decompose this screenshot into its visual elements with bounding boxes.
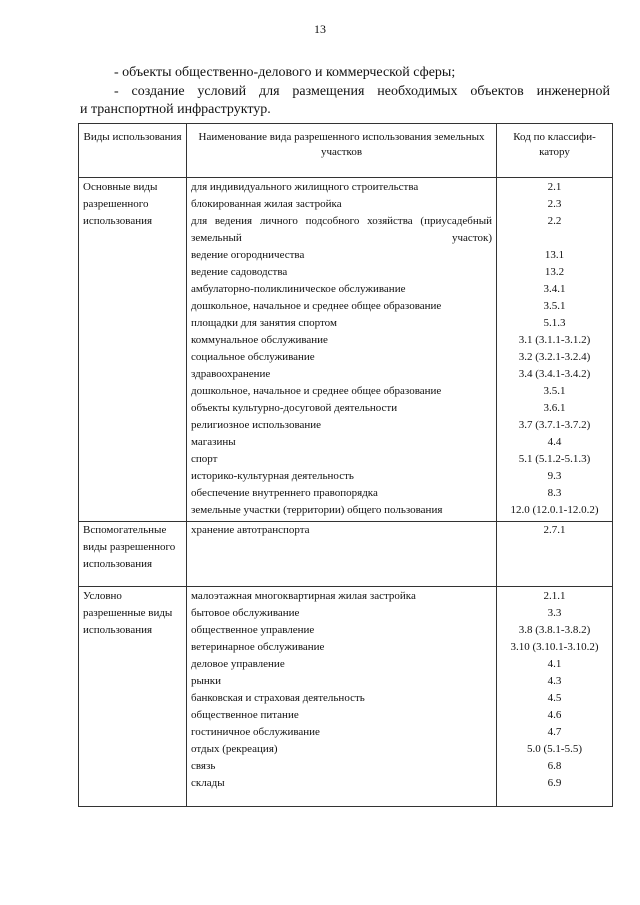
use-name: связь xyxy=(191,760,216,772)
use-code: 3.8 (3.8.1-3.8.2) xyxy=(518,624,591,636)
use-name: религиозное использование xyxy=(191,419,322,431)
use-name: ветеринарное обслуживание xyxy=(191,641,325,653)
use-code: 8.3 xyxy=(547,487,562,499)
use-code: 4.7 xyxy=(547,726,562,738)
use-name: ведение садоводства xyxy=(191,266,288,278)
use-code: 3.3 xyxy=(547,607,562,619)
use-name: склады xyxy=(191,777,225,789)
use-code: 2.7.1 xyxy=(543,524,566,536)
use-name: социальное обслуживание xyxy=(191,351,315,363)
use-name: амбулаторно-поликлиническое обслуживание xyxy=(191,283,406,295)
group-kind-conditional: Условно разрешенные виды использования xyxy=(79,587,187,807)
use-name: для индивидуального жилищного строительства xyxy=(191,181,419,193)
use-code: 13.1 xyxy=(544,249,565,261)
land-use-table xyxy=(78,123,613,807)
use-code: 5.1 (5.1.2-5.1.3) xyxy=(518,453,591,465)
paragraph-line-2: - создание условий для размещения необходимых объектов инженерной xyxy=(114,84,610,99)
use-name: отдых (рекреация) xyxy=(191,743,278,755)
use-name: спорт xyxy=(191,453,218,465)
use-code-spacer xyxy=(501,230,608,247)
use-code: 2.1.1 xyxy=(543,590,566,602)
use-code: 4.5 xyxy=(547,692,562,704)
use-code: 2.2 xyxy=(547,215,562,227)
use-code: 2.3 xyxy=(547,198,562,210)
use-code: 2.1 xyxy=(547,181,562,193)
group-names-conditional xyxy=(187,587,497,807)
paragraph-line-1: - объекты общественно-делового и коммерческой сферы; xyxy=(114,65,456,80)
group-codes-auxiliary xyxy=(497,522,613,587)
use-name: земельные участки (территории) общего пользования xyxy=(191,504,443,516)
use-code: 3.5.1 xyxy=(543,385,566,397)
group-codes-main xyxy=(497,178,613,522)
use-name: обеспечение внутреннего правопорядка xyxy=(191,487,378,499)
use-name: общественное управление xyxy=(191,624,315,636)
use-name: рынки xyxy=(191,675,222,687)
use-name: здравоохранение xyxy=(191,368,271,380)
use-code: 4.4 xyxy=(547,436,562,448)
use-name: объекты культурно-досуговой деятельности xyxy=(191,402,398,414)
use-code: 9.3 xyxy=(547,470,562,482)
use-name: хранение автотранспорта xyxy=(191,524,310,536)
use-name: для ведения личного подсобного хозяйства (приусадебный земельный участок) xyxy=(191,215,492,244)
use-name: общественное питание xyxy=(191,709,299,721)
table-row-conditional-uses xyxy=(79,587,613,807)
use-code: 6.9 xyxy=(547,777,562,789)
use-name: ведение огородничества xyxy=(191,249,305,261)
use-name: бытовое обслуживание xyxy=(191,607,300,619)
use-code: 5.1.3 xyxy=(543,317,566,329)
use-code: 12.0 (12.0.1-12.0.2) xyxy=(510,504,599,516)
table-row-auxiliary-uses xyxy=(79,522,613,587)
use-name: магазины xyxy=(191,436,236,448)
use-name: банковская и страховая деятельность xyxy=(191,692,365,704)
use-name: блокированная жилая застройка xyxy=(191,198,342,210)
use-name: малоэтажная многоквартирная жилая застройка xyxy=(191,590,416,602)
group-codes-conditional xyxy=(497,587,613,807)
table-row-main-uses xyxy=(79,178,613,522)
group-names-auxiliary xyxy=(187,522,497,587)
use-name: историко-культурная деятельность xyxy=(191,470,354,482)
group-names-main xyxy=(187,178,497,522)
use-code: 3.4.1 xyxy=(543,283,566,295)
header-code: Код по классифи-катору xyxy=(497,124,613,178)
use-name: гостиничное обслуживание xyxy=(191,726,320,738)
use-name: деловое управление xyxy=(191,658,285,670)
table-header-row xyxy=(79,124,613,178)
use-code: 6.8 xyxy=(547,760,562,772)
use-name: коммунальное обслуживание xyxy=(191,334,328,346)
use-code: 3.1 (3.1.1-3.1.2) xyxy=(518,334,591,346)
use-code: 5.0 (5.1-5.5) xyxy=(527,743,582,755)
group-kind-main: Основные виды разрешенного использования xyxy=(79,178,187,522)
use-code: 4.1 xyxy=(547,658,562,670)
group-kind-auxiliary: Вспомогательные виды разрешенного использования xyxy=(79,522,187,587)
use-name: площадки для занятия спортом xyxy=(191,317,337,329)
use-code: 13.2 xyxy=(544,266,565,278)
use-name: дошкольное, начальное и среднее общее образование xyxy=(191,385,442,397)
header-kind: Виды использования xyxy=(79,124,187,178)
use-code: 3.4 (3.4.1-3.4.2) xyxy=(518,368,591,380)
use-code: 3.7 (3.7.1-3.7.2) xyxy=(518,419,591,431)
header-name: Наименование вида разрешенного использования земельных участков xyxy=(187,124,497,178)
use-code: 3.2 (3.2.1-3.2.4) xyxy=(518,351,591,363)
use-code: 3.10 (3.10.1-3.10.2) xyxy=(510,641,599,653)
use-code: 3.5.1 xyxy=(543,300,566,312)
use-name: дошкольное, начальное и среднее общее образование xyxy=(191,300,442,312)
use-code: 4.6 xyxy=(547,709,562,721)
use-code: 4.3 xyxy=(547,675,562,687)
page-number: 13 xyxy=(314,22,326,36)
use-code: 3.6.1 xyxy=(543,402,566,414)
paragraph-line-3: и транспортной инфраструктур. xyxy=(80,102,271,117)
